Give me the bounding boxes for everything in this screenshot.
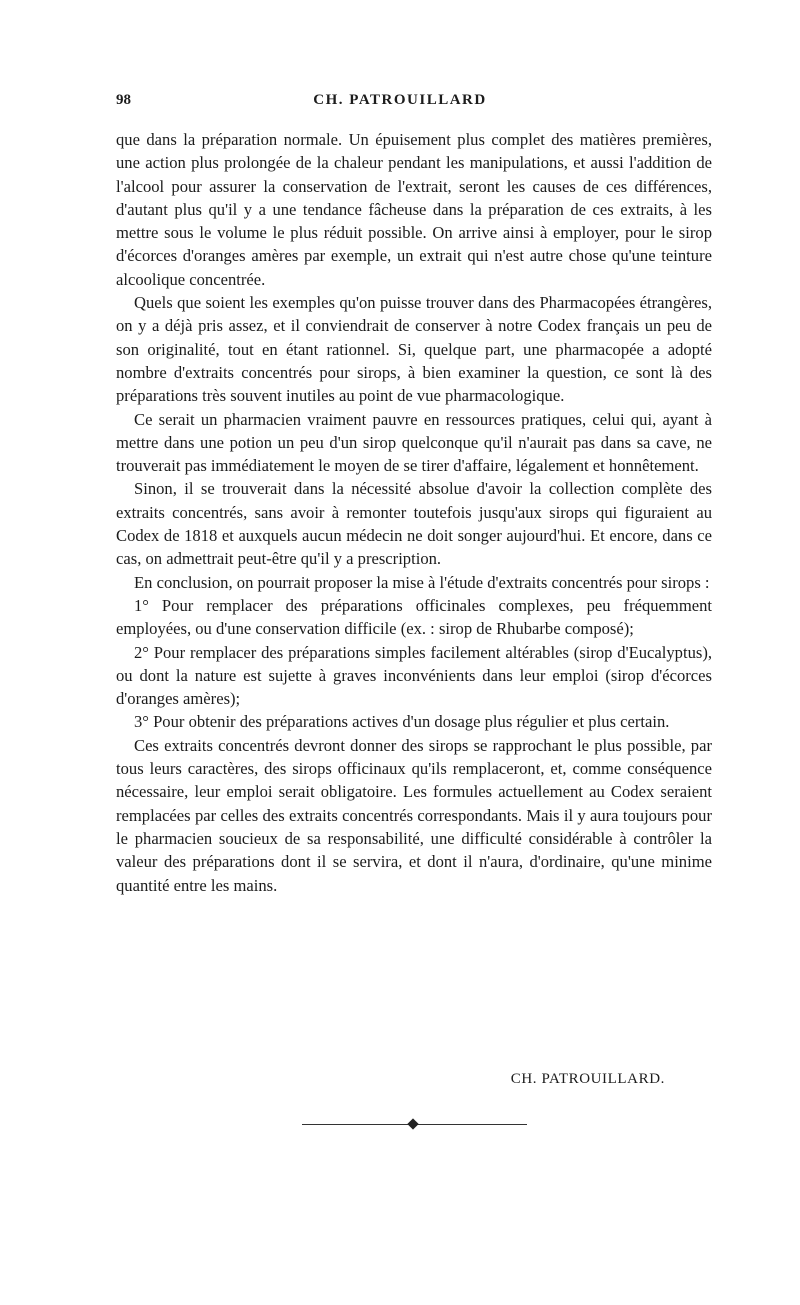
list-item: 2° Pour remplacer des préparations simples facilement altérables (sirop d'Eucalyptus), ou dont la nature est sujette à graves inconvénients dans leur emploi (sirop d'écorces d'oranges amères); bbox=[116, 642, 712, 709]
page-number: 98 bbox=[116, 92, 131, 108]
paragraph: En conclusion, on pourrait proposer la mise à l'étude d'extraits concentrés pour sirops : bbox=[134, 572, 710, 592]
paragraph: Ce serait un pharmacien vraiment pauvre en ressources pratiques, celui qui, ayant à mettre dans une potion un peu d'un sirop quelconque qu'il n'aurait pas dans sa cave, ne trouverait pas immédiatement le moyen de se tirer d'affaire, légalement et honnêtement. bbox=[116, 409, 712, 476]
diamond-ornament-icon bbox=[407, 1118, 418, 1129]
list-item: 1° Pour remplacer des préparations officinales complexes, peu fréquemment employées, ou d'une conservation difficile (ex. : sirop de Rhubarbe composé); bbox=[116, 595, 712, 639]
body-text bbox=[116, 128, 712, 897]
paragraph: Ces extraits concentrés devront donner des sirops se rapprochant le plus possible, par tous leurs caractères, des sirops officinaux qu'ils remplaceront, et, comme conséquence nécessaire, leur emploi serait obligatoire. Les formules actuellement au Codex seraient remplacées par celles des extraits concentrés correspondants. Mais il y aura toujours pour le pharmacien soucieux de sa responsabilité, une difficulté considérable à contrôler la valeur des préparations dont il se servira, et dont il n'aura, d'ordinaire, qu'une minime quantité entre les mains. bbox=[116, 735, 712, 895]
paragraph: Sinon, il se trouverait dans la nécessité absolue d'avoir la collection complète des extraits concentrés, sans avoir à remonter toutefois jusqu'aux sirops qui figuraient au Codex de 1818 et auxquels aucun médecin ne doit songer aujourd'hui. Et encore, dans ce cas, on admettrait peut-être qu'il y a prescription. bbox=[116, 479, 712, 569]
paragraph: que dans la préparation normale. Un épuisement plus complet des matières premières, une action plus prolongée de la chaleur pendant les manipulations, et aussi l'addition de l'alcool pour assurer la conservation de l'extrait, seront les causes de ces différences, d'autant plus qu'il y a une tendance fâcheuse dans la préparation de ces extraits, à les mettre sous le volume le plus réduit possible. On arrive ainsi à employer, pour le sirop d'écorces d'oranges amères par exemple, un extrait qui n'est autre chose qu'une teinture alcoolique concentrée. bbox=[116, 130, 712, 289]
running-head: CH. PATROUILLARD bbox=[313, 92, 487, 108]
list-item: 3° Pour obtenir des préparations actives d'un dosage plus régulier et plus certain. bbox=[134, 712, 670, 732]
page-header bbox=[0, 92, 800, 114]
paragraph: Quels que soient les exemples qu'on puisse trouver dans des Pharmacopées étrangères, on y a déjà pris assez, et il conviendrait de conserver à notre Codex français un peu de son originalité, tout en étant rationnel. Si, quelque part, une pharmacopée a adopté nombre d'extraits concentrés pour sirops, à bien examiner la question, ce sont là des préparations très souvent inutiles au point de vue pharmacologique. bbox=[116, 293, 712, 406]
section-separator bbox=[302, 1119, 527, 1131]
author-signature: CH. PATROUILLARD. bbox=[510, 1071, 665, 1087]
